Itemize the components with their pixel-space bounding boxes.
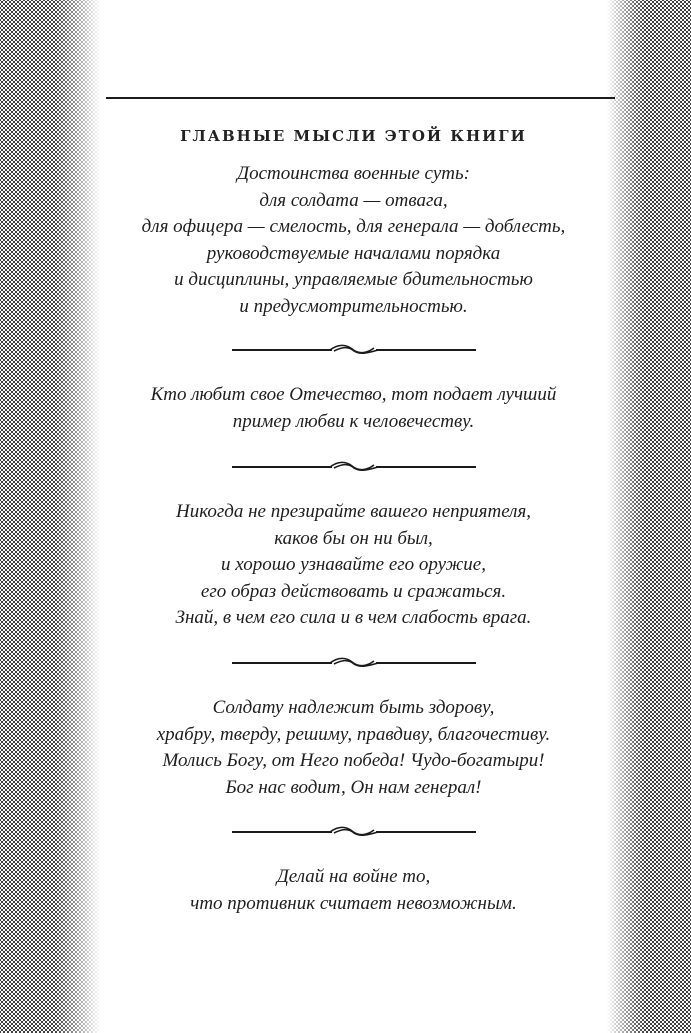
ornament-divider-2 [100, 460, 607, 474]
ornament-divider-4 [100, 825, 607, 839]
swash-divider-icon [232, 656, 476, 670]
quote-line: Никогда не презирайте вашего неприятеля, [175, 501, 532, 522]
quote-line: руководствуемые началами порядка [206, 242, 501, 264]
ornament-divider-3 [100, 656, 607, 670]
page-heading: ГЛАВНЫЕ МЫСЛИ ЭТОЙ КНИГИ [180, 127, 527, 145]
quote-line: для офицера — смелость, для генерала — доблесть, [141, 216, 566, 237]
quote-line: что противник считает невозможным. [190, 892, 517, 914]
quote-block-4 [100, 695, 607, 801]
swash-divider-icon [232, 460, 476, 474]
quote-line: Молись Богу, от Него победа! Чудо-богатыри! [162, 750, 545, 771]
quote-block-1 [100, 161, 607, 320]
quote-line: пример любви к человечеству. [232, 410, 475, 432]
quote-line: его образ действовать и сражаться. [200, 580, 507, 602]
quote-line: и хорошо узнавайте его оружие, [220, 554, 486, 575]
quote-line: Достоинства военные суть: [237, 163, 470, 184]
ornament-divider-1 [100, 343, 607, 357]
quote-line: Знай, в чем его сила и в чем слабость врага. [175, 607, 532, 628]
quote-line: Кто любит свое Отечество, тот подает лучший [150, 384, 557, 405]
quote-line: храбру, тверду, решиму, правдиву, благочестиву. [156, 723, 551, 745]
quote-block-5 [100, 864, 607, 917]
book-page [100, 0, 607, 1033]
quote-line: Солдату надлежит быть здорову, [212, 697, 495, 718]
quote-block-2 [100, 382, 607, 435]
quote-line: каков бы он ни был, [274, 527, 433, 549]
quote-line: и предусмотрительностью. [239, 295, 468, 317]
quote-block-3 [100, 499, 607, 632]
quote-line: для солдата — отвага, [259, 189, 448, 211]
quote-line: Бог нас водит, Он нам генерал! [225, 776, 482, 798]
right-halftone-border [607, 0, 691, 1033]
top-rule [106, 97, 615, 99]
quote-line: и дисциплины, управляемые бдительностью [174, 269, 533, 290]
swash-divider-icon [232, 343, 476, 357]
quote-line: Делай на войне то, [276, 866, 431, 887]
swash-divider-icon [232, 825, 476, 839]
left-halftone-border [0, 0, 100, 1033]
